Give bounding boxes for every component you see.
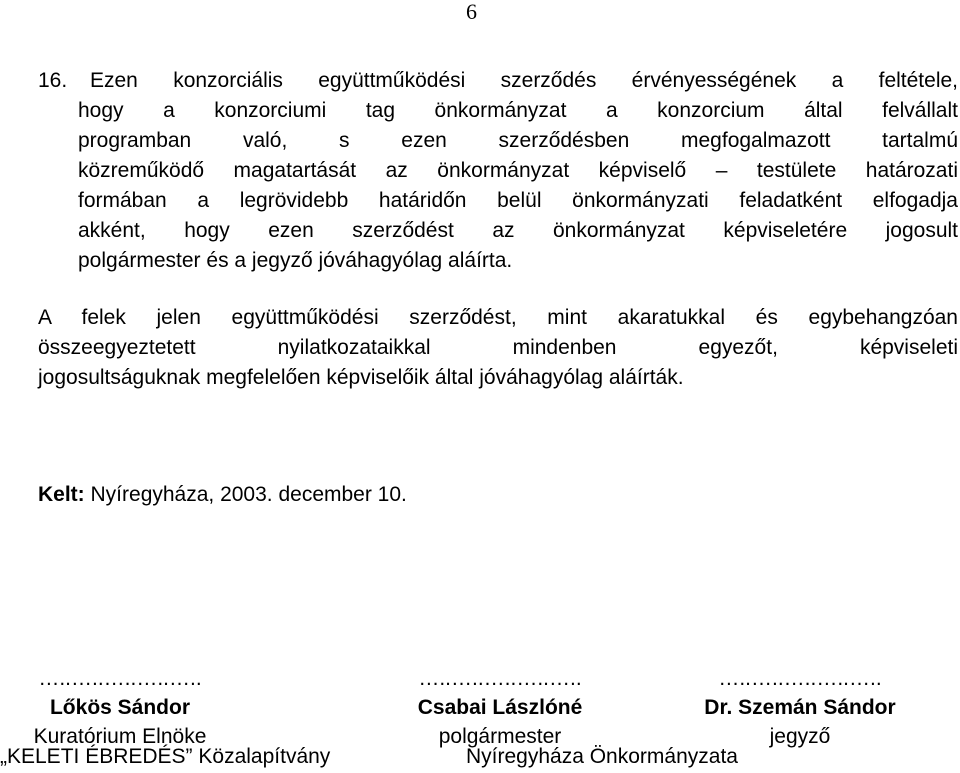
organization-foundation: „KELETI ÉBREDÉS” Közalapítvány	[0, 745, 331, 768]
signature-block-chairman	[0, 664, 240, 751]
signature-block-mayor	[380, 664, 620, 751]
signature-line: …..…..…..…..…..	[718, 667, 882, 690]
clause-text: Ezen konzorciális együttműködési szerződés érvényességének a feltétele,	[90, 69, 958, 92]
dateline-label: Kelt:	[38, 483, 85, 506]
signatory-role: Kuratórium Elnöke	[33, 725, 207, 748]
closing-paragraph	[38, 303, 958, 393]
clause-line: akként, hogy ezen szerződést az önkormányzat képviseletére jogosult	[78, 219, 958, 242]
signatory-role: jegyző	[769, 725, 831, 748]
closing-line: A felek jelen együttműködési szerződést, mint akaratukkal és egybehangzóan	[38, 306, 958, 329]
clause-line: formában a legrövidebb határidőn belül önkormányzati feladatként elfogadja	[78, 189, 958, 212]
clause-line	[38, 66, 958, 96]
dateline-value: Nyíregyháza, 2003. december 10.	[90, 483, 407, 506]
signatory-role: polgármester	[438, 725, 562, 748]
clause-line: programban való, s ezen szerződésben megfogalmazott tartalmú	[78, 129, 958, 152]
signature-block-notary	[650, 664, 950, 751]
clause-line: közreműködő magatartását az önkormányzat képviselő – testülete határozati	[78, 159, 958, 182]
clause-16	[38, 66, 958, 276]
signatory-name: Csabai Lászlóné	[417, 696, 583, 719]
signature-line: …..…..…..…..…..	[418, 667, 582, 690]
signatory-name: Dr. Szemán Sándor	[704, 696, 896, 719]
signatory-name: Lőkös Sándor	[49, 696, 191, 719]
closing-line: összeegyeztetett nyilatkozataikkal mindenben egyezőt, képviseleti	[38, 336, 958, 359]
clause-number: 16.	[38, 69, 68, 92]
organization-municipality: Nyíregyháza Önkormányzata	[466, 745, 738, 768]
dateline	[38, 480, 407, 510]
closing-line: jogosultságuknak megfelelően képviselőik által jóváhagyólag aláírták.	[38, 366, 684, 389]
signature-line: …..…..…..…..…..	[38, 667, 202, 690]
clause-line: polgármester és a jegyző jóváhagyólag aláírta.	[78, 249, 513, 272]
clause-line: hogy a konzorciumi tag önkormányzat a konzorcium által felvállalt	[78, 99, 958, 122]
page-number: 6	[466, 0, 477, 24]
